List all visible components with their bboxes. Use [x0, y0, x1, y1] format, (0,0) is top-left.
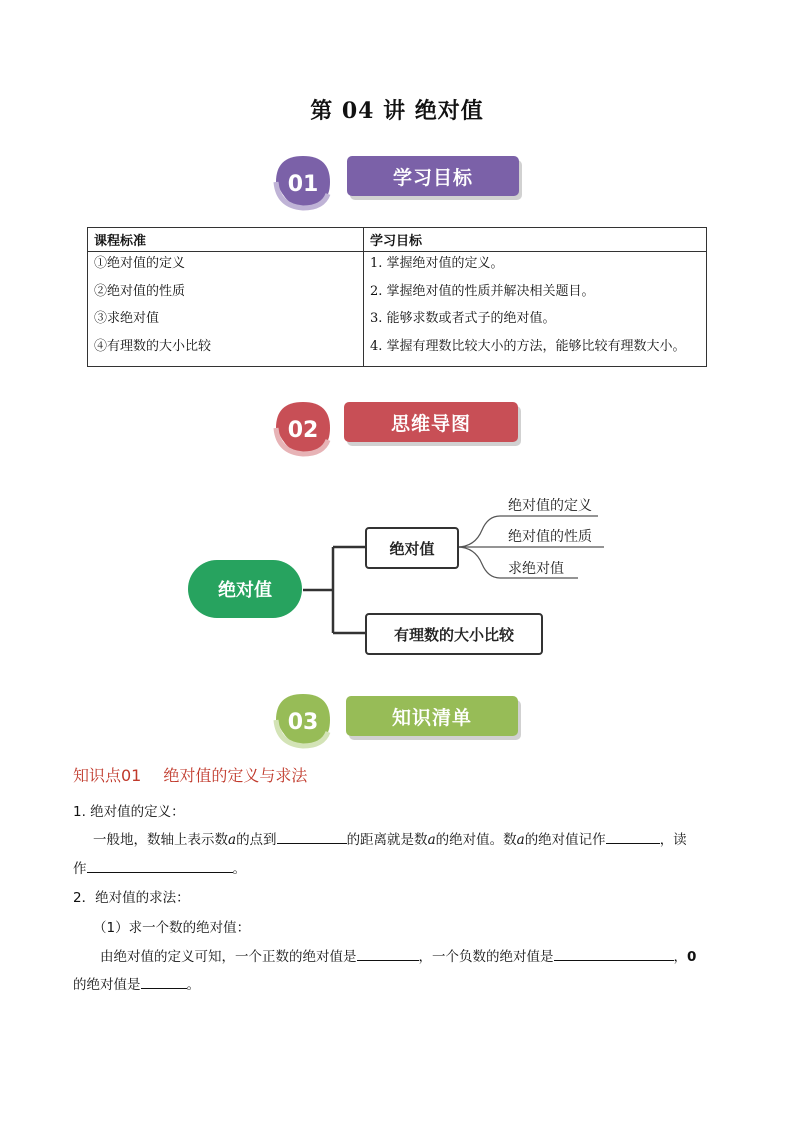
item1-line2 [73, 857, 246, 877]
table-header-standard: 课程标准 [88, 228, 364, 252]
fill-blank[interactable] [87, 858, 233, 873]
standard-item: ①绝对值的定义 [94, 256, 186, 271]
standard-item: ③求绝对值 [94, 311, 160, 326]
fill-blank[interactable] [141, 974, 187, 989]
knowledge-point-title: 绝对值的定义与求法 [163, 766, 308, 785]
goals-table [87, 227, 707, 367]
section-01-banner: 学习目标 [347, 156, 519, 196]
text: ， [673, 949, 687, 965]
text: 的绝对值。数 [435, 832, 517, 848]
mindmap-branch-absolute: 绝对值 [365, 527, 459, 569]
mindmap-branch-compare: 有理数的大小比较 [365, 613, 543, 655]
text: 的距离就是数 [346, 832, 428, 848]
text: 的绝对值记作 [524, 832, 606, 848]
text: 。 [232, 861, 246, 877]
fill-blank[interactable] [357, 946, 419, 961]
standard-item: ④有理数的大小比较 [94, 338, 212, 354]
goal-item: 4. 掌握有理数比较大小的方法，能够比较有理数大小。 [370, 338, 686, 354]
section-03-badge-icon [268, 688, 338, 752]
page-title: 第 04 讲 绝对值 [310, 98, 484, 124]
section-01-number: 01 [287, 172, 319, 197]
item2-line1 [100, 945, 696, 965]
standards-cell [88, 252, 364, 367]
variable-a: a [228, 832, 237, 848]
item1-heading: 1. 绝对值的定义： [73, 804, 185, 820]
mindmap-leaf: 绝对值的性质 [508, 529, 592, 545]
section-02-number: 02 [287, 418, 319, 443]
section-03-number: 03 [287, 710, 319, 735]
text: 一般地，数轴上表示数 [93, 832, 228, 848]
section-01-badge-icon [268, 150, 338, 214]
knowledge-point-heading [73, 763, 307, 786]
item2-heading: 2．绝对值的求法： [73, 890, 190, 906]
knowledge-point-label: 知识点01 [73, 766, 142, 785]
fill-blank[interactable] [277, 829, 347, 844]
section-02-banner: 思维导图 [344, 402, 518, 442]
mindmap-leaf: 绝对值的定义 [508, 498, 592, 514]
goals-cell [364, 252, 707, 367]
text: 的绝对值是 [73, 977, 141, 993]
variable-a: a [427, 832, 436, 848]
item2-line2 [73, 973, 200, 993]
table-header-goal: 学习目标 [364, 228, 707, 252]
fill-blank[interactable] [606, 829, 660, 844]
text: ，读 [659, 832, 687, 848]
text: ，一个负数的绝对值是 [418, 949, 554, 965]
goal-item: 1. 掌握绝对值的定义。 [370, 256, 504, 271]
standard-item: ②绝对值的性质 [94, 283, 186, 299]
section-02-badge-icon [268, 396, 338, 460]
text: 的点到 [236, 832, 277, 848]
item1-line1 [93, 828, 687, 848]
goal-item: 2. 掌握绝对值的性质并解决相关题目。 [370, 283, 595, 299]
mindmap-leaf: 求绝对值 [508, 561, 564, 577]
goal-item: 3. 能够求数或者式子的绝对值。 [370, 311, 556, 326]
fill-blank[interactable] [554, 946, 674, 961]
variable-a: a [516, 832, 525, 848]
zero-value: 0 [687, 949, 697, 965]
item2-subheading: （1）求一个数的绝对值： [93, 920, 251, 936]
text: 由绝对值的定义可知，一个正数的绝对值是 [100, 949, 357, 965]
text: 作 [73, 861, 87, 877]
section-03-banner: 知识清单 [346, 696, 518, 736]
mindmap-root-node: 绝对值 [188, 560, 302, 618]
text: 。 [186, 977, 200, 993]
